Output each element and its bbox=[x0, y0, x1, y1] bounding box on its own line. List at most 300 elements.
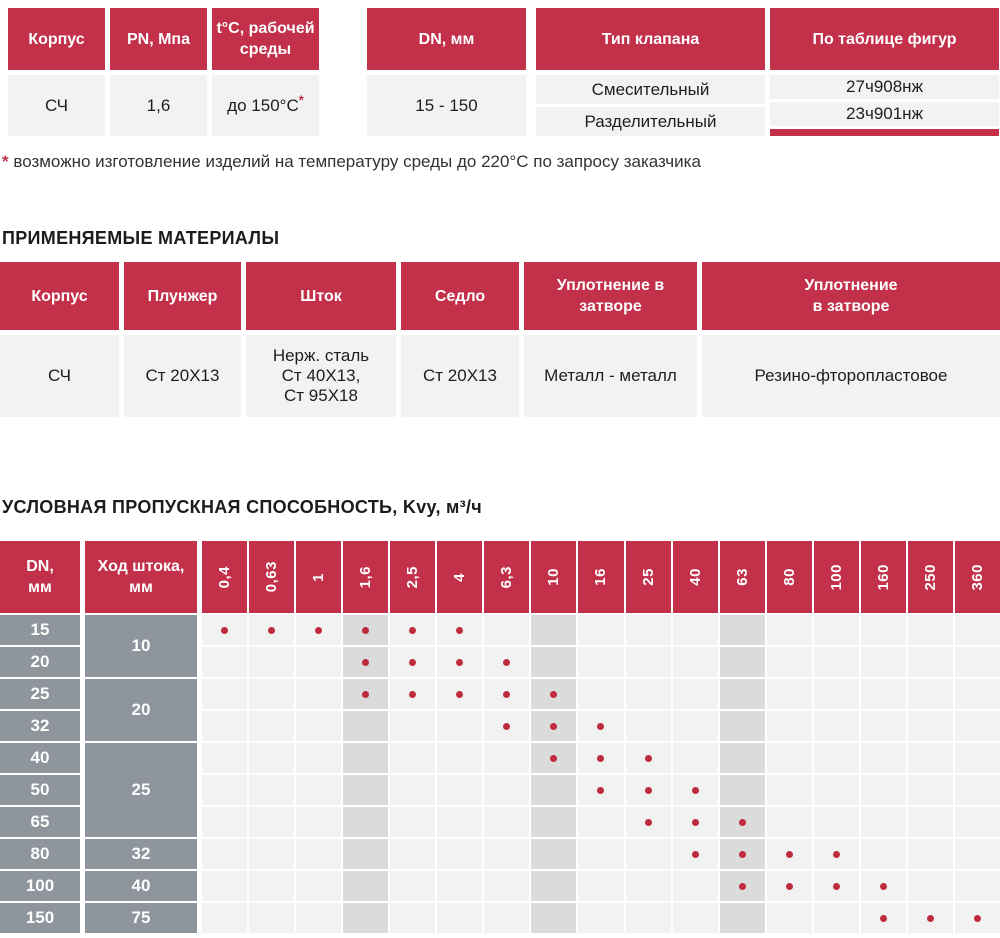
kv-cell bbox=[908, 903, 953, 933]
kv-cell bbox=[673, 775, 718, 805]
kv-cell bbox=[626, 711, 671, 741]
kv-col-header-label: 63 bbox=[733, 568, 751, 586]
kv-cell bbox=[390, 743, 435, 773]
kv-cell bbox=[673, 903, 718, 933]
kv-dot bbox=[362, 659, 369, 666]
kv-cell bbox=[908, 839, 953, 869]
kv-dot bbox=[833, 851, 840, 858]
kv-cell bbox=[673, 743, 718, 773]
kv-dot bbox=[645, 755, 652, 762]
footnote-asterisk: * bbox=[2, 152, 9, 171]
kv-dot bbox=[880, 883, 887, 890]
kv-cell bbox=[484, 615, 529, 645]
material-korpus: СЧ bbox=[0, 335, 119, 417]
kv-col-header-label: 1,6 bbox=[357, 565, 375, 589]
footnote-asterisk: * bbox=[298, 91, 304, 107]
kv-cell bbox=[484, 903, 529, 933]
kv-col-header-label: 160 bbox=[874, 563, 892, 591]
kv-cell bbox=[908, 775, 953, 805]
kv-cell bbox=[390, 839, 435, 869]
kv-dn-header: DN, мм bbox=[0, 541, 80, 613]
kv-col-header bbox=[202, 541, 247, 613]
kv-cell bbox=[249, 903, 294, 933]
kv-cell bbox=[484, 743, 529, 773]
kv-dot bbox=[315, 627, 322, 634]
kv-col-header bbox=[578, 541, 623, 613]
kv-cell bbox=[578, 711, 623, 741]
kv-cell bbox=[578, 871, 623, 901]
kv-cell bbox=[296, 647, 341, 677]
kv-cell bbox=[578, 807, 623, 837]
kv-dot bbox=[456, 691, 463, 698]
kv-capacity-table bbox=[0, 541, 1000, 933]
kv-col-header bbox=[720, 541, 765, 613]
kv-cell bbox=[673, 807, 718, 837]
kv-cell bbox=[437, 615, 482, 645]
kv-dot bbox=[692, 851, 699, 858]
kv-col-header-label: 80 bbox=[780, 568, 798, 586]
stroke-cell: 32 bbox=[85, 839, 197, 869]
kv-cell bbox=[296, 743, 341, 773]
kv-dot bbox=[409, 627, 416, 634]
kv-col-header bbox=[814, 541, 859, 613]
kv-cell bbox=[626, 743, 671, 773]
kv-cell bbox=[767, 647, 812, 677]
kv-cell bbox=[531, 903, 576, 933]
kv-cell bbox=[343, 679, 388, 709]
figure-mixing: 27ч908нж bbox=[770, 75, 999, 99]
kv-cell bbox=[202, 807, 247, 837]
stroke-cell: 10 bbox=[85, 615, 197, 677]
kv-cell bbox=[202, 647, 247, 677]
kv-col-header bbox=[390, 541, 435, 613]
figure-values bbox=[770, 75, 999, 136]
kv-cell bbox=[720, 775, 765, 805]
kv-dot bbox=[927, 915, 934, 922]
kv-cell bbox=[343, 807, 388, 837]
kv-cell bbox=[767, 903, 812, 933]
kv-col-header-label: 2,5 bbox=[404, 565, 422, 589]
materials-table bbox=[0, 262, 1000, 417]
kv-cell bbox=[437, 839, 482, 869]
kv-col-header bbox=[437, 541, 482, 613]
kv-cell bbox=[814, 647, 859, 677]
kv-cell bbox=[578, 647, 623, 677]
kv-cell bbox=[578, 679, 623, 709]
valve-type-mixing: Смесительный bbox=[536, 75, 765, 104]
kv-cell bbox=[814, 743, 859, 773]
header-seal-2: Уплотнение в затворе bbox=[702, 262, 1000, 330]
kv-cell bbox=[390, 615, 435, 645]
kv-cell bbox=[955, 679, 1000, 709]
header-dn: DN, мм bbox=[367, 8, 526, 70]
kv-col-header bbox=[484, 541, 529, 613]
temperature-footnote: * возможно изготовление изделий на температуру среды до 220°С по запросу заказчика bbox=[2, 152, 701, 171]
kv-stroke-header: Ход штока, мм bbox=[85, 541, 197, 613]
kv-cell bbox=[531, 679, 576, 709]
kv-col-header bbox=[955, 541, 1000, 613]
material-seat: Ст 20Х13 bbox=[401, 335, 519, 417]
kv-cell bbox=[861, 743, 906, 773]
kv-cell bbox=[484, 647, 529, 677]
kv-cell bbox=[531, 711, 576, 741]
kv-dot bbox=[409, 691, 416, 698]
kv-cell bbox=[202, 775, 247, 805]
kv-col-header-label: 250 bbox=[921, 563, 939, 591]
valve-type-diverting: Разделительный bbox=[536, 107, 765, 136]
kv-cell bbox=[626, 871, 671, 901]
kv-cell bbox=[437, 647, 482, 677]
kv-cell bbox=[531, 871, 576, 901]
kv-cell bbox=[955, 839, 1000, 869]
materials-section-title: ПРИМЕНЯЕМЫЕ МАТЕРИАЛЫ bbox=[2, 228, 280, 248]
kv-col-header bbox=[249, 541, 294, 613]
kv-dot bbox=[550, 755, 557, 762]
kv-cell bbox=[296, 807, 341, 837]
kv-cell bbox=[626, 647, 671, 677]
kv-dot bbox=[739, 851, 746, 858]
kv-cell bbox=[720, 807, 765, 837]
kv-dot bbox=[268, 627, 275, 634]
kv-cell bbox=[955, 711, 1000, 741]
kv-dot bbox=[503, 659, 510, 666]
kv-cell bbox=[861, 647, 906, 677]
kv-dot bbox=[786, 883, 793, 890]
kv-col-header-label: 4 bbox=[451, 572, 469, 582]
kv-cell bbox=[955, 647, 1000, 677]
kv-dot bbox=[409, 659, 416, 666]
parameters-header-row bbox=[0, 8, 1000, 70]
kv-cell bbox=[861, 615, 906, 645]
kv-cell bbox=[814, 871, 859, 901]
kv-cell bbox=[673, 871, 718, 901]
kv-cell bbox=[673, 711, 718, 741]
header-valve-type: Тип клапана bbox=[536, 8, 765, 70]
kv-cell bbox=[814, 775, 859, 805]
kv-cell bbox=[578, 615, 623, 645]
kv-dot bbox=[880, 915, 887, 922]
kv-cell bbox=[814, 903, 859, 933]
dn-cell: 20 bbox=[0, 647, 80, 677]
dn-cell: 150 bbox=[0, 903, 80, 933]
kv-cell bbox=[814, 711, 859, 741]
kv-cell bbox=[343, 839, 388, 869]
kv-cell bbox=[767, 743, 812, 773]
kv-cell bbox=[249, 711, 294, 741]
kv-cell bbox=[626, 615, 671, 645]
kv-dot bbox=[503, 723, 510, 730]
kv-cell bbox=[720, 839, 765, 869]
kv-cell bbox=[249, 775, 294, 805]
dn-cell: 100 bbox=[0, 871, 80, 901]
kv-cell bbox=[861, 807, 906, 837]
kv-cell bbox=[908, 807, 953, 837]
dn-cell: 80 bbox=[0, 839, 80, 869]
kv-cell bbox=[343, 711, 388, 741]
kv-col-header bbox=[861, 541, 906, 613]
kv-cell bbox=[955, 903, 1000, 933]
kv-cell bbox=[767, 871, 812, 901]
header-seat: Седло bbox=[401, 262, 519, 330]
kv-cell bbox=[578, 775, 623, 805]
kv-dot bbox=[739, 883, 746, 890]
kv-dot bbox=[362, 691, 369, 698]
header-seal-1: Уплотнение в затворе bbox=[524, 262, 697, 330]
kv-cell bbox=[343, 903, 388, 933]
header-plunger: Плунжер bbox=[124, 262, 241, 330]
kv-cell bbox=[296, 871, 341, 901]
kv-cell bbox=[249, 871, 294, 901]
kv-cell bbox=[202, 615, 247, 645]
kv-cell bbox=[202, 711, 247, 741]
kv-col-header bbox=[626, 541, 671, 613]
parameters-table bbox=[0, 8, 1000, 136]
kv-col-header bbox=[296, 541, 341, 613]
stroke-cell: 75 bbox=[85, 903, 197, 933]
kv-cell bbox=[626, 839, 671, 869]
kv-cell bbox=[720, 615, 765, 645]
kv-cell bbox=[202, 871, 247, 901]
kv-cell bbox=[767, 807, 812, 837]
kv-cell bbox=[908, 711, 953, 741]
kv-col-header bbox=[673, 541, 718, 613]
kv-cell bbox=[390, 871, 435, 901]
kv-cell bbox=[437, 743, 482, 773]
kv-dot bbox=[833, 883, 840, 890]
kv-dot bbox=[362, 627, 369, 634]
kv-cell bbox=[578, 743, 623, 773]
material-seal-1: Металл - металл bbox=[524, 335, 697, 417]
table1-accent-bar bbox=[770, 129, 999, 136]
kv-cell bbox=[908, 615, 953, 645]
kv-cell bbox=[955, 775, 1000, 805]
kv-col-header-label: 40 bbox=[686, 568, 704, 586]
kv-cell bbox=[955, 807, 1000, 837]
kv-cell bbox=[249, 839, 294, 869]
kv-cell bbox=[296, 615, 341, 645]
kv-col-header-label: 0,63 bbox=[263, 561, 281, 593]
materials-header-row bbox=[0, 262, 1000, 330]
kv-cell bbox=[861, 711, 906, 741]
kv-cell bbox=[437, 871, 482, 901]
kv-cell bbox=[861, 871, 906, 901]
kv-cell bbox=[343, 775, 388, 805]
kv-cell bbox=[767, 839, 812, 869]
kv-cell bbox=[814, 615, 859, 645]
kv-cell bbox=[484, 775, 529, 805]
kv-cell bbox=[861, 679, 906, 709]
kv-cell bbox=[908, 647, 953, 677]
material-plunger: Ст 20Х13 bbox=[124, 335, 241, 417]
dn-cell: 25 bbox=[0, 679, 80, 709]
kv-cell bbox=[484, 711, 529, 741]
kv-cell bbox=[437, 711, 482, 741]
kv-cell bbox=[296, 903, 341, 933]
dn-cell: 50 bbox=[0, 775, 80, 805]
kv-cell bbox=[673, 679, 718, 709]
kv-cell bbox=[720, 903, 765, 933]
kv-dot bbox=[221, 627, 228, 634]
kv-dot bbox=[974, 915, 981, 922]
material-seal-2: Резино-фторопластовое bbox=[702, 335, 1000, 417]
dn-cell: 65 bbox=[0, 807, 80, 837]
kv-cell bbox=[720, 871, 765, 901]
kv-col-header bbox=[767, 541, 812, 613]
kv-cell bbox=[955, 743, 1000, 773]
kv-cell bbox=[673, 647, 718, 677]
kv-cell bbox=[296, 711, 341, 741]
kv-cell bbox=[484, 679, 529, 709]
kv-cell bbox=[531, 647, 576, 677]
kv-dot bbox=[739, 819, 746, 826]
kv-cell bbox=[437, 903, 482, 933]
kv-col-header bbox=[531, 541, 576, 613]
kv-cell bbox=[531, 743, 576, 773]
kv-cell bbox=[861, 903, 906, 933]
kv-cell bbox=[390, 647, 435, 677]
kv-cell bbox=[720, 743, 765, 773]
kv-cell bbox=[814, 807, 859, 837]
materials-value-row bbox=[0, 335, 1000, 417]
kv-col-header-label: 0,4 bbox=[216, 565, 234, 589]
header-pn: PN, Мпа bbox=[110, 8, 207, 70]
kv-col-header-label: 6,3 bbox=[498, 565, 516, 589]
kv-cell bbox=[343, 615, 388, 645]
kv-cell bbox=[955, 871, 1000, 901]
kv-cell bbox=[578, 903, 623, 933]
kv-cell bbox=[484, 839, 529, 869]
header-stem: Шток bbox=[246, 262, 396, 330]
kv-dot bbox=[692, 819, 699, 826]
kv-col-header-label: 1 bbox=[310, 572, 328, 582]
kv-cell bbox=[720, 679, 765, 709]
kv-dot bbox=[456, 627, 463, 634]
kv-cell bbox=[720, 711, 765, 741]
kv-cell bbox=[861, 775, 906, 805]
kv-cell bbox=[908, 679, 953, 709]
kv-dot bbox=[645, 787, 652, 794]
kv-cell bbox=[249, 615, 294, 645]
kv-cell bbox=[390, 711, 435, 741]
kv-col-header-label: 16 bbox=[592, 568, 610, 586]
kv-dot bbox=[503, 691, 510, 698]
kv-dot bbox=[597, 787, 604, 794]
kv-col-header bbox=[908, 541, 953, 613]
kv-dot bbox=[597, 755, 604, 762]
header-korpus: Корпус bbox=[0, 262, 119, 330]
kv-cell bbox=[202, 839, 247, 869]
kv-cell bbox=[767, 679, 812, 709]
value-temperature: до 150°С* bbox=[212, 75, 319, 136]
kv-cell bbox=[767, 775, 812, 805]
kv-cell bbox=[249, 647, 294, 677]
kv-cell bbox=[626, 903, 671, 933]
kv-section-title: УСЛОВНАЯ ПРОПУСКНАЯ СПОСОБНОСТЬ, Kvу, м³/ч bbox=[2, 497, 483, 517]
kv-cell bbox=[673, 615, 718, 645]
kv-cell bbox=[626, 807, 671, 837]
dn-cell: 15 bbox=[0, 615, 80, 645]
kv-col-header bbox=[343, 541, 388, 613]
kv-dot bbox=[692, 787, 699, 794]
kv-cell bbox=[296, 775, 341, 805]
kv-cell bbox=[626, 775, 671, 805]
kv-cell bbox=[955, 615, 1000, 645]
kv-cell bbox=[343, 871, 388, 901]
kv-cell bbox=[861, 839, 906, 869]
kv-cell bbox=[437, 775, 482, 805]
kv-cell bbox=[390, 903, 435, 933]
kv-cell bbox=[908, 743, 953, 773]
kv-cell bbox=[249, 807, 294, 837]
kv-cell bbox=[390, 775, 435, 805]
kv-cell bbox=[767, 615, 812, 645]
kv-cell bbox=[484, 807, 529, 837]
valve-type-values bbox=[536, 75, 765, 136]
stroke-cell: 40 bbox=[85, 871, 197, 901]
header-figure-table: По таблице фигур bbox=[770, 8, 999, 70]
kv-dot bbox=[456, 659, 463, 666]
figure-diverting: 23ч901нж bbox=[770, 102, 999, 126]
kv-cell bbox=[578, 839, 623, 869]
kv-cell bbox=[626, 679, 671, 709]
dn-cell: 40 bbox=[0, 743, 80, 773]
kv-cell bbox=[814, 839, 859, 869]
kv-cell bbox=[202, 903, 247, 933]
kv-cell bbox=[720, 647, 765, 677]
kv-col-header-label: 360 bbox=[968, 563, 986, 591]
value-korpus: СЧ bbox=[8, 75, 105, 136]
kv-cell bbox=[296, 679, 341, 709]
value-pn: 1,6 bbox=[110, 75, 207, 136]
kv-col-header-label: 25 bbox=[639, 568, 657, 586]
kv-dot bbox=[645, 819, 652, 826]
material-stem: Нерж. сталь Ст 40Х13, Ст 95Х18 bbox=[246, 335, 396, 417]
kv-cell bbox=[202, 679, 247, 709]
kv-col-header-label: 10 bbox=[545, 568, 563, 586]
header-temperature: t°C, рабочей среды bbox=[212, 8, 319, 70]
kv-cell bbox=[531, 775, 576, 805]
kv-dot bbox=[550, 691, 557, 698]
kv-dot bbox=[786, 851, 793, 858]
kv-cell bbox=[390, 807, 435, 837]
kv-cell bbox=[814, 679, 859, 709]
kv-cell bbox=[908, 871, 953, 901]
kv-cell bbox=[343, 647, 388, 677]
kv-cell bbox=[767, 711, 812, 741]
kv-cell bbox=[531, 615, 576, 645]
kv-cell bbox=[531, 807, 576, 837]
kv-cell bbox=[531, 839, 576, 869]
header-korpus: Корпус bbox=[8, 8, 105, 70]
kv-cell bbox=[484, 871, 529, 901]
kv-col-header-label: 100 bbox=[827, 563, 845, 591]
kv-dot bbox=[597, 723, 604, 730]
parameters-value-row bbox=[0, 75, 1000, 136]
kv-cell bbox=[202, 743, 247, 773]
kv-cell bbox=[249, 743, 294, 773]
kv-cell bbox=[437, 807, 482, 837]
kv-cell bbox=[249, 679, 294, 709]
dn-cell: 32 bbox=[0, 711, 80, 741]
stroke-cell: 20 bbox=[85, 679, 197, 741]
kv-cell bbox=[437, 679, 482, 709]
stroke-cell: 25 bbox=[85, 743, 197, 837]
kv-cell bbox=[343, 743, 388, 773]
kv-cell bbox=[390, 679, 435, 709]
kv-cell bbox=[673, 839, 718, 869]
kv-cell bbox=[296, 839, 341, 869]
kv-dot bbox=[550, 723, 557, 730]
